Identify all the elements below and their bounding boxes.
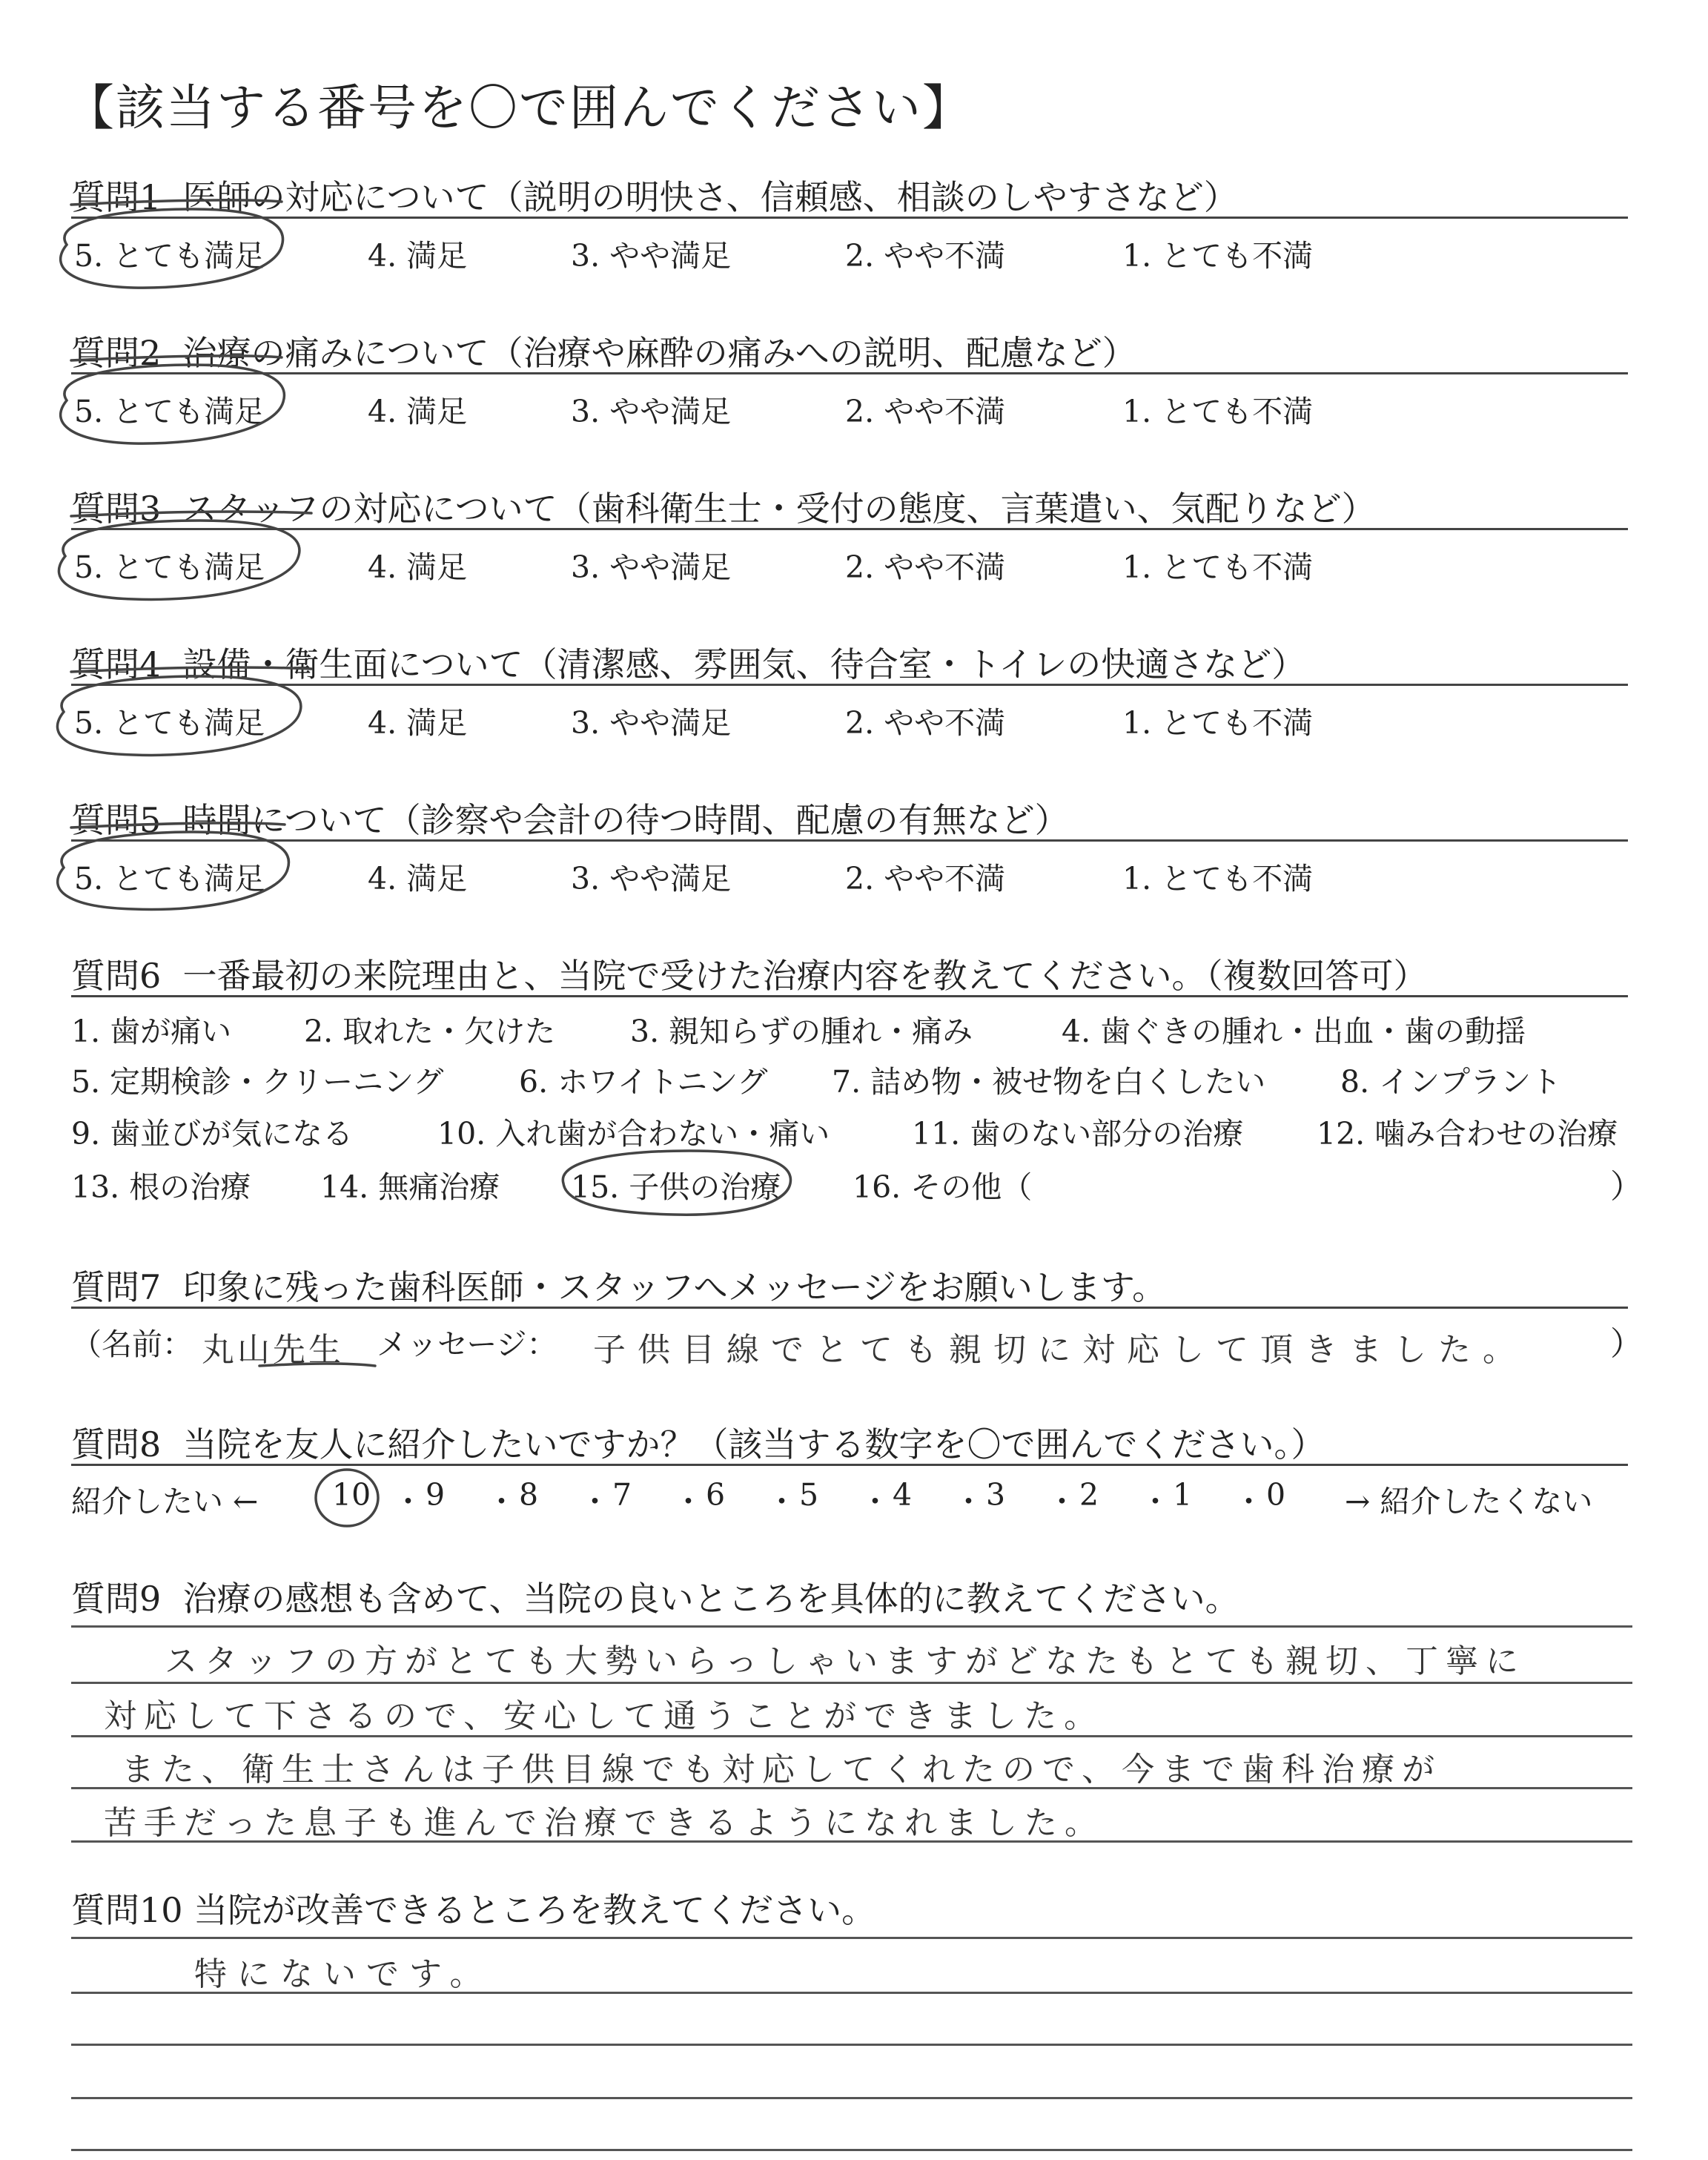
question-1-rating-1[interactable]: 1. とても不満 [1122, 238, 1314, 274]
question-4-text: 設備・衛生面について（清潔感、雰囲気、待合室・トイレの快適さなど） [182, 644, 1306, 684]
question-7-label: 質問7 [71, 1267, 162, 1307]
q6-option-3[interactable]: 3. 親知らずの腫れ・痛み [630, 1014, 973, 1049]
question-2-title [71, 326, 1136, 375]
question-10-label: 質問10 [71, 1890, 183, 1930]
question-1-rule [71, 217, 1628, 219]
q8-scale-7[interactable]: 7 [612, 1477, 632, 1513]
q10-rule-5 [71, 2149, 1632, 2151]
question-10-title [71, 1883, 875, 1932]
question-7-text: 印象に残った歯科医師・スタッフへメッセージをお願いします。 [182, 1267, 1167, 1307]
q8-scale-separator: ・ [953, 1484, 984, 1519]
q8-right-label: → 紹介したくない [1345, 1484, 1593, 1519]
q8-scale-3[interactable]: 3 [986, 1477, 1006, 1513]
q9-rule-2 [71, 1682, 1632, 1684]
q8-scale-separator: ・ [767, 1484, 797, 1519]
question-2-rating-3[interactable]: 3. やや満足 [571, 394, 732, 429]
q7-name-handwritten[interactable]: 丸山先生 [202, 1331, 344, 1369]
q6-option-6[interactable]: 6. ホワイトニング [519, 1064, 768, 1100]
q7-name-label: （名前： [71, 1327, 193, 1362]
q8-scale-separator: ・ [1047, 1484, 1077, 1519]
q8-scale-6[interactable]: 6 [706, 1477, 726, 1513]
q8-scale-0[interactable]: 0 [1266, 1477, 1286, 1513]
q8-scale-separator: ・ [580, 1484, 610, 1519]
question-3-rating-2[interactable]: 2. やや不満 [845, 549, 1006, 585]
question-6-label: 質問6 [71, 956, 162, 996]
instruction-header: 【該当する番号を〇で囲んでください】 [65, 79, 973, 136]
question-5-rating-3[interactable]: 3. やや満足 [571, 861, 732, 896]
question-5-rating-2[interactable]: 2. やや不満 [845, 861, 1006, 896]
question-6-rule [71, 995, 1628, 997]
q6-option-7[interactable]: 7. 詰め物・被せ物を白くしたい [832, 1064, 1266, 1100]
q6-option-8[interactable]: 8. インプラント [1340, 1064, 1562, 1100]
q8-scale-1[interactable]: 1 [1173, 1477, 1193, 1513]
question-1-title [71, 171, 1238, 219]
question-3-rating-3[interactable]: 3. やや満足 [571, 549, 732, 585]
question-2-text: 治療の痛みについて（治療や麻酔の痛みへの説明、配慮など） [182, 333, 1136, 373]
question-5-rating-1[interactable]: 1. とても不満 [1122, 861, 1314, 896]
question-9-text: 治療の感想も含めて、当院の良いところを具体的に教えてください。 [182, 1579, 1239, 1619]
q8-scale-4[interactable]: 4 [893, 1477, 913, 1513]
question-4-rating-3[interactable]: 3. やや満足 [571, 705, 732, 741]
question-4-rating-5[interactable]: 5. とても満足 [74, 705, 265, 741]
q6-option-16[interactable]: 16. その他（ [853, 1169, 1033, 1205]
q10-rule-1 [71, 1937, 1632, 1939]
question-3-rating-1[interactable]: 1. とても不満 [1122, 549, 1314, 585]
q8-scale-9[interactable]: 9 [426, 1477, 446, 1513]
question-6-title [71, 949, 1428, 998]
q8-scale-separator: ・ [860, 1484, 890, 1519]
question-5-rating-5[interactable]: 5. とても満足 [74, 861, 265, 896]
q6-option-15[interactable]: 15. 子供の治療 [571, 1169, 781, 1205]
question-2-rating-1[interactable]: 1. とても不満 [1122, 394, 1314, 429]
q6-option-5[interactable]: 5. 定期検診・クリーニング [71, 1064, 444, 1100]
question-5-label: 質問5 [71, 800, 162, 840]
q9-rule-1 [71, 1625, 1632, 1628]
q8-scale-separator: ・ [673, 1484, 704, 1519]
question-2-rule [71, 372, 1628, 374]
q6-option-1[interactable]: 1. 歯が痛い [71, 1014, 232, 1049]
question-7-title [71, 1261, 1166, 1309]
question-2-rating-4[interactable]: 4. 満足 [368, 394, 468, 429]
question-6-text: 一番最初の来院理由と、当院で受けた治療内容を教えてください。（複数回答可） [182, 956, 1428, 996]
question-3-rating-5[interactable]: 5. とても満足 [74, 549, 265, 585]
question-2-rating-2[interactable]: 2. やや不満 [845, 394, 1006, 429]
q6-option-10[interactable]: 10. 入れ歯が合わない・痛い [437, 1116, 830, 1152]
question-5-rule [71, 839, 1628, 842]
question-5-rating-4[interactable]: 4. 満足 [368, 861, 468, 896]
q9-answer-line-4[interactable]: 苦手だった息子も進んで治療できるようになれました。 [104, 1804, 1105, 1842]
question-1-rating-3[interactable]: 3. やや満足 [571, 238, 732, 274]
question-4-rating-2[interactable]: 2. やや不満 [845, 705, 1006, 741]
q6-other-close-paren: ） [1610, 1168, 1643, 1206]
question-5-title [71, 793, 1069, 842]
q6-option-11[interactable]: 11. 歯のない部分の治療 [912, 1116, 1244, 1152]
q6-option-12[interactable]: 12. 噛み合わせの治療 [1317, 1116, 1618, 1152]
question-5-text: 時間について（診察や会計の待つ時間、配慮の有無など） [182, 800, 1069, 840]
question-4-rating-4[interactable]: 4. 満足 [368, 705, 468, 741]
question-3-title [71, 482, 1376, 531]
question-8-title [71, 1418, 1325, 1467]
question-1-text: 医師の対応について（説明の明快さ、信頼感、相談のしやすさなど） [182, 177, 1238, 217]
q9-answer-line-3[interactable]: また、衛生士さんは子供目線でも対応してくれたので、今まで歯科治療が [122, 1751, 1443, 1789]
question-1-rating-2[interactable]: 2. やや不満 [845, 238, 1006, 274]
q7-message-handwritten[interactable]: 子供目線でとても親切に対応して頂きました。 [593, 1331, 1527, 1369]
q10-answer-line-1[interactable]: 特にないです。 [194, 1955, 493, 1993]
question-1-label: 質問1 [71, 177, 162, 217]
question-8-label: 質問8 [71, 1424, 162, 1464]
question-2-rating-5[interactable]: 5. とても満足 [74, 394, 265, 429]
question-3-label: 質問3 [71, 489, 162, 529]
question-10-text: 当院が改善できるところを教えてください。 [193, 1890, 876, 1930]
question-8-rule [71, 1464, 1628, 1466]
q8-scale-separator: ・ [1234, 1484, 1264, 1519]
question-3-text: スタッフの対応について（歯科衛生士・受付の態度、言葉遣い、気配りなど） [182, 489, 1376, 529]
question-1-rating-4[interactable]: 4. 満足 [368, 238, 468, 274]
q8-scale-2[interactable]: 2 [1079, 1477, 1099, 1513]
question-7-rule [71, 1307, 1628, 1309]
q9-answer-line-2[interactable]: 対応して下さるので、安心して通うことができました。 [104, 1697, 1105, 1735]
q8-scale-separator: ・ [1140, 1484, 1171, 1519]
q8-scale-8[interactable]: 8 [519, 1477, 539, 1513]
q10-rule-3 [71, 2044, 1632, 2046]
question-3-rule [71, 528, 1628, 530]
q8-scale-separator: ・ [486, 1484, 517, 1519]
question-9-label: 質問9 [71, 1579, 162, 1619]
question-3-rating-4[interactable]: 4. 満足 [368, 549, 468, 585]
q6-option-4[interactable]: 4. 歯ぐきの腫れ・出血・歯の動揺 [1062, 1014, 1526, 1049]
question-4-rating-1[interactable]: 1. とても不満 [1122, 705, 1314, 741]
question-1-rating-5[interactable]: 5. とても満足 [74, 238, 265, 274]
question-2-label: 質問2 [71, 333, 162, 373]
q8-scale-5[interactable]: 5 [799, 1477, 819, 1513]
q7-message-label: メッセージ： [377, 1327, 557, 1362]
q8-left-label: 紹介したい ← [71, 1484, 259, 1519]
q8-scale-10[interactable]: 10 [332, 1477, 371, 1513]
question-4-rule [71, 684, 1628, 686]
question-4-label: 質問4 [71, 644, 162, 684]
question-9-title [71, 1572, 1239, 1621]
q8-scale-separator: ・ [393, 1484, 423, 1519]
q9-answer-line-1[interactable]: スタッフの方がとても大勢いらっしゃいますがどなたもとても親切、丁寧に [165, 1642, 1526, 1680]
q6-option-13[interactable]: 13. 根の治療 [71, 1169, 251, 1205]
q6-option-9[interactable]: 9. 歯並びが気になる [71, 1116, 354, 1152]
q6-option-14[interactable]: 14. 無痛治療 [320, 1169, 500, 1205]
question-4-title [71, 638, 1305, 687]
question-8-text: 当院を友人に紹介したいですか？（該当する数字を〇で囲んでください。） [182, 1424, 1325, 1464]
q10-rule-4 [71, 2097, 1632, 2099]
q6-option-2[interactable]: 2. 取れた・欠けた [304, 1014, 556, 1049]
q7-close-paren: ） [1610, 1325, 1643, 1363]
